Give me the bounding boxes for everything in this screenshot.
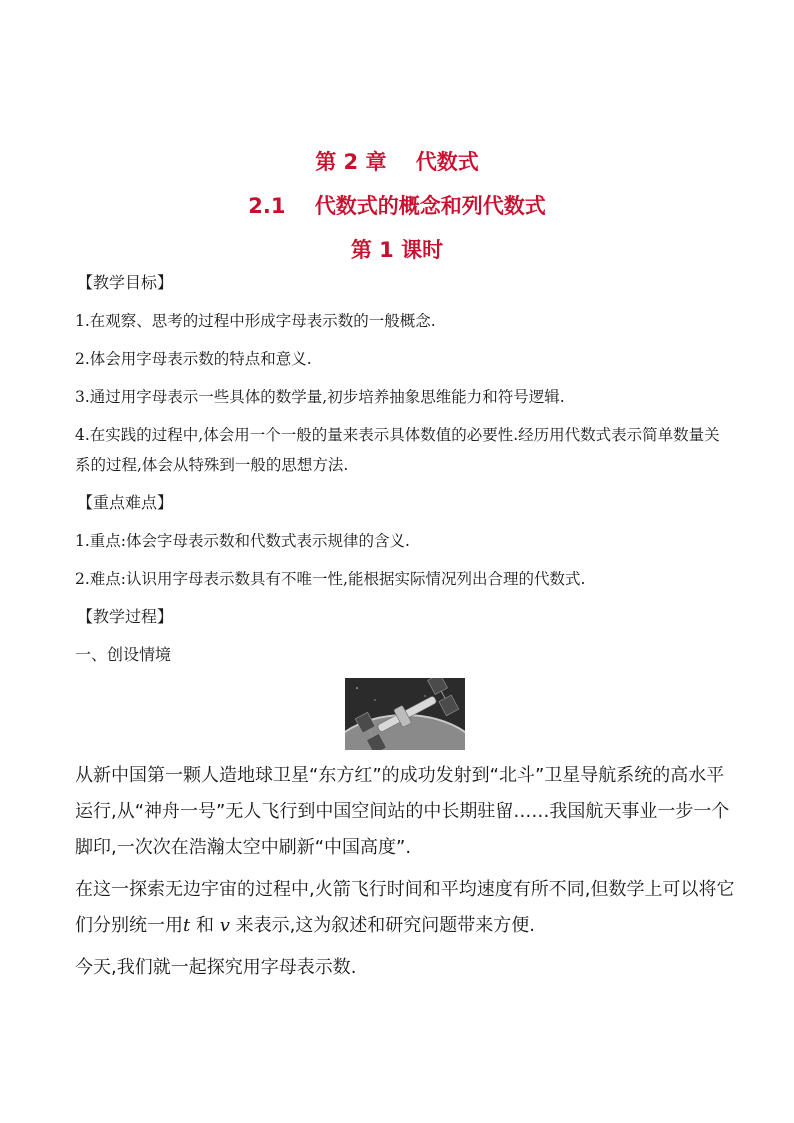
key-point-item: 2.难点:认识用字母表示数具有不唯一性,能根据实际情况列出合理的代数式. [75,570,586,588]
goal-item: 4.在实践的过程中,体会用一个一般的量来表示具体数值的必要性.经历用代数式表示简单数量关系的过程,体会从特殊到一般的思想方法. [75,426,720,474]
title-block [0,140,794,272]
intro-paragraph: 今天,我们就一起探究用字母表示数. [75,957,357,978]
scenario-heading: 一、创设情境 [75,645,172,664]
space-station-icon [345,678,465,750]
paragraph-text: 和 [190,915,220,936]
intro-paragraph: 从新中国第一颗人造地球卫星“东方红”的成功发射到“北斗”卫星导航系统的高水平运行,从“神舟一号”无人飞行到中国空间站的中长期驻留……我国航天事业一步一个脚印,一次次在浩瀚太空中刷新“中国高度”. [75,765,730,858]
goal-item: 3.通过用字母表示一些具体的数学量,初步培养抽象思维能力和符号逻辑. [75,388,565,406]
goals-heading: 【教学目标】 [77,273,174,292]
lesson-title: 第 1 课时 [350,238,444,262]
goal-item: 1.在观察、思考的过程中形成字母表示数的一般概念. [75,312,436,330]
key-points-heading: 【重点难点】 [77,493,174,512]
variable-t: t [183,915,191,936]
key-point-item: 1.重点:体会字母表示数和代数式表示规律的含义. [75,532,410,550]
paragraph-text: 在这一探索无边宇宙的过程中,火箭飞行时间和平均速度有所不同,但数学上可以将它们分别统一用 [75,879,735,936]
document-body [75,268,735,992]
goal-item: 2.体会用字母表示数的特点和意义. [75,350,312,368]
intro-paragraph-variables [75,872,735,944]
space-station-image [345,678,465,750]
chapter-title: 第 2 章 代数式 [315,150,479,174]
paragraph-text: 来表示,这为叙述和研究问题带来方便. [229,915,536,936]
section-title: 2.1 代数式的概念和列代数式 [248,194,546,218]
variable-v: v [219,915,230,936]
process-heading: 【教学过程】 [77,607,174,626]
